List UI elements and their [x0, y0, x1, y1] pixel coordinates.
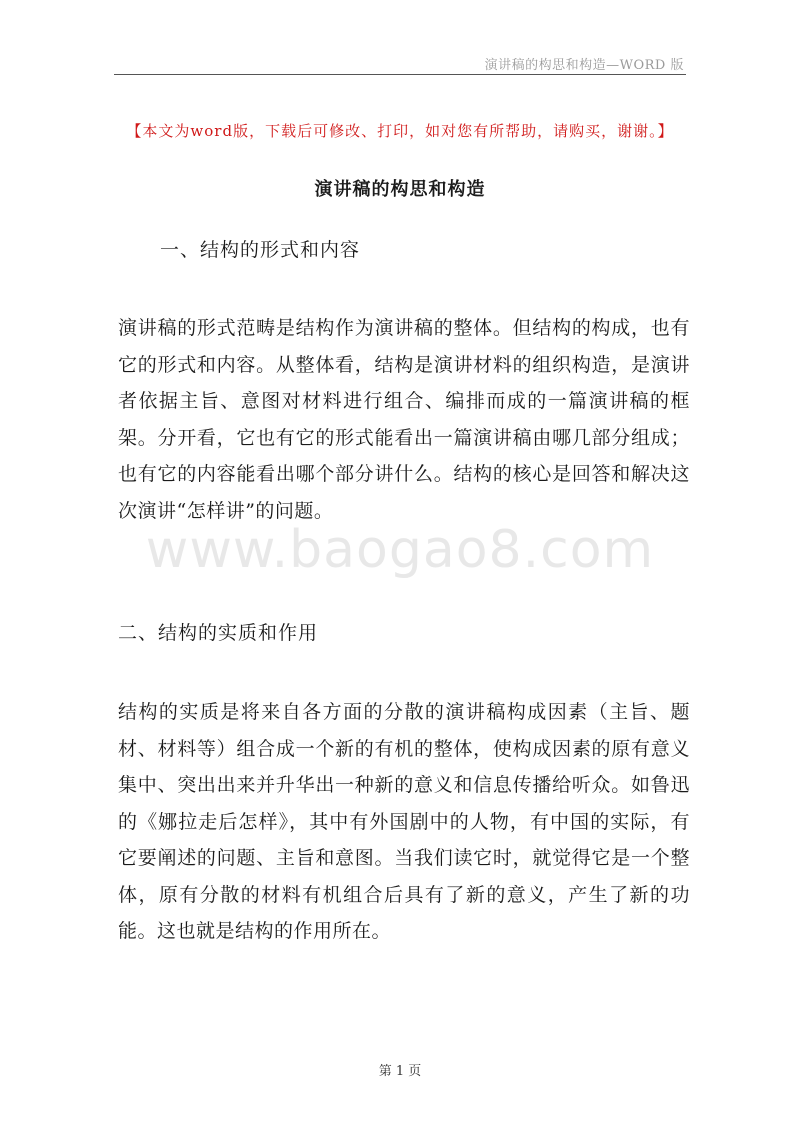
running-header: 演讲稿的构思和构造—WORD 版 [484, 58, 684, 73]
watermark: www.baogao8.com [145, 520, 655, 580]
header-divider [114, 74, 686, 75]
section-heading-2: 二、结构的实质和作用 [118, 622, 319, 644]
purchase-notice: 【本文为word版，下载后可修改、打印，如对您有所帮助，请购买，谢谢。】 [126, 122, 674, 140]
section-paragraph-1: 演讲稿的形式范畴是结构作为演讲稿的整体。但结构的构成，也有它的形式和内容。从整体看，结构是演讲材料的组织构造，是演讲者依据主旨、意图对材料进行组合、编排而成的一篇演讲稿的框架。分开看，它也有它的形式能看出一篇演讲稿由哪几部分组成；也有它的内容能看出哪个部分讲什么。结构的核心是回答和解决这次演讲“怎样讲”的问题。 [118, 317, 690, 522]
document-title: 演讲稿的构思和构造 [314, 179, 486, 200]
section-paragraph-2: 结构的实质是将来自各方面的分散的演讲稿构成因素（主旨、题材、材料等）组合成一个新的有机的整体，使构成因素的原有意义集中、突出出来并升华出一种新的意义和信息传播给听众。如鲁迅的《娜拉走后怎样》，其中有外国剧中的人物，有中国的实际，有它要阐述的问题、主旨和意图。当我们读它时，就觉得它是一个整体，原有分散的材料有机组合后具有了新的意义，产生了新的功能。这也就是结构的作用所在。 [118, 701, 690, 942]
section-heading-1: 一、结构的形式和内容 [160, 239, 361, 261]
page-number: 第 1 页 [378, 1064, 422, 1079]
